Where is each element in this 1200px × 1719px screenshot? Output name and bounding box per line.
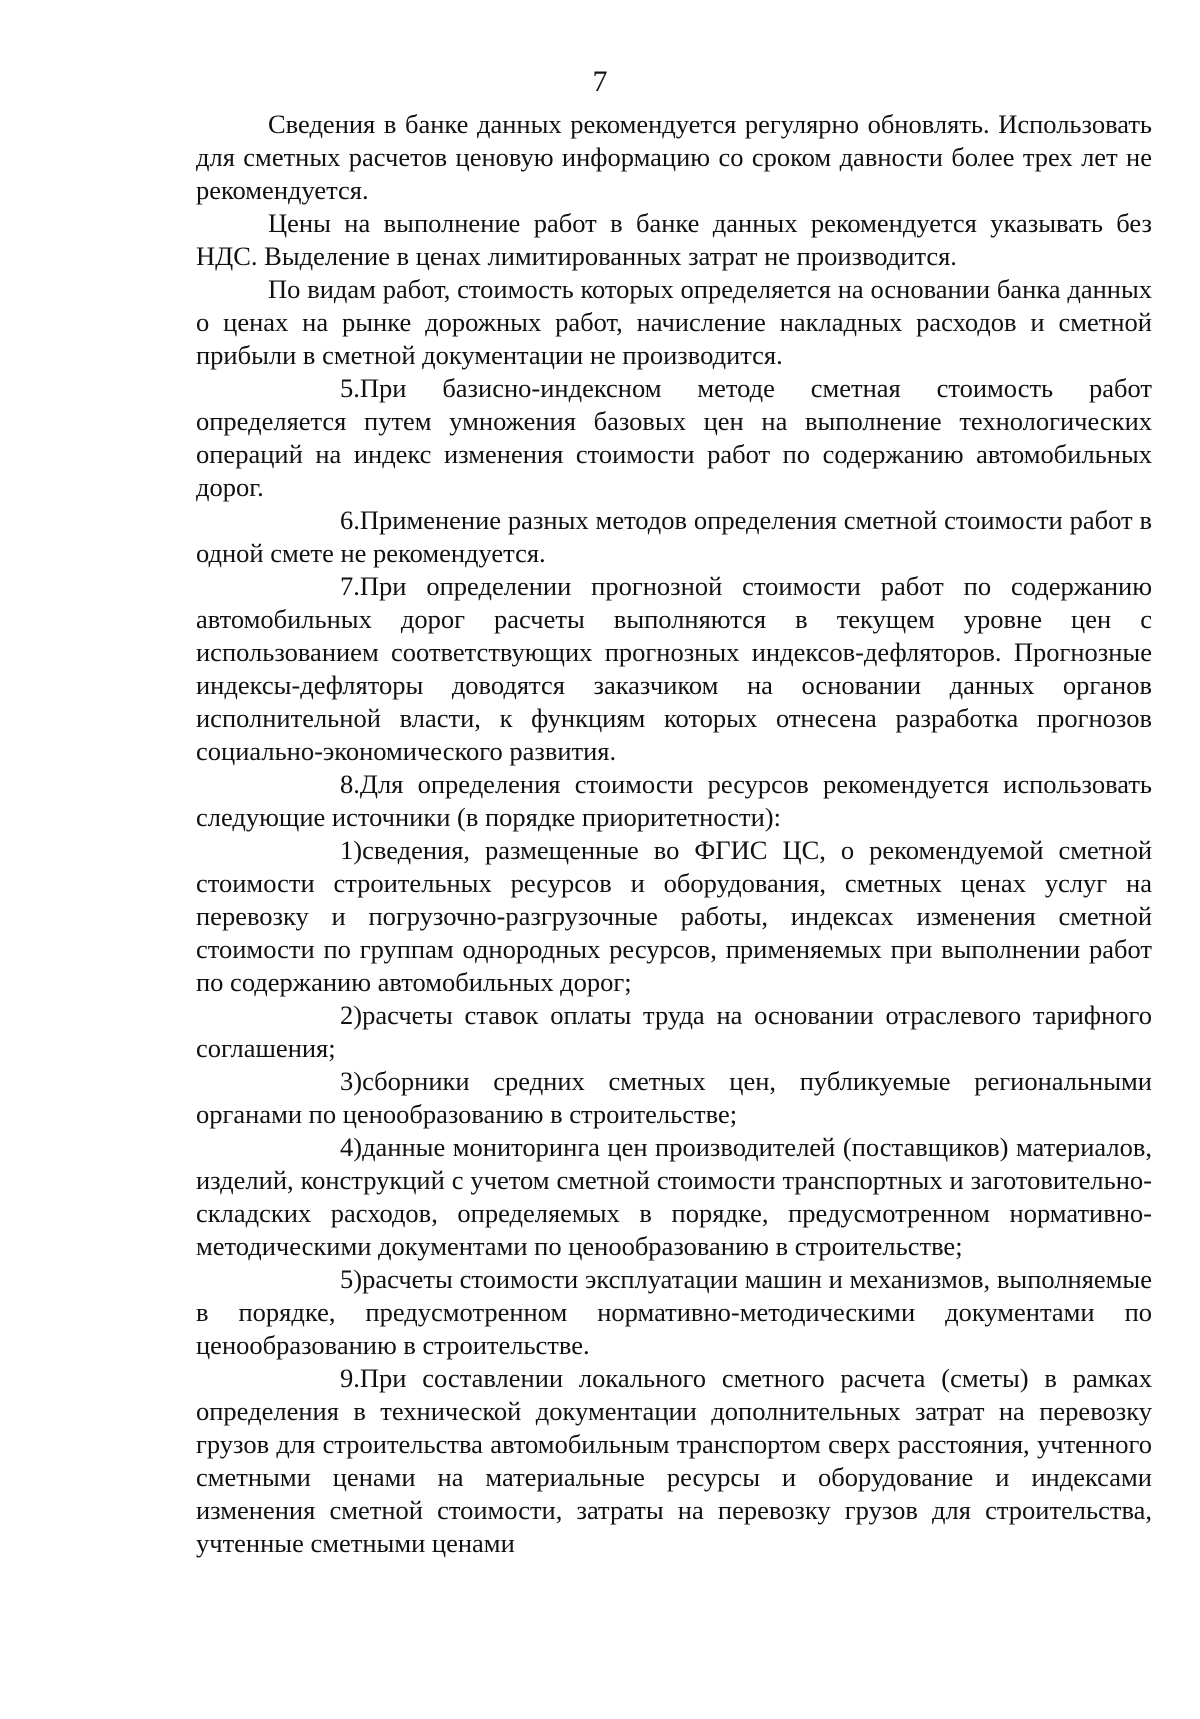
paragraph-prices-vat xyxy=(196,207,1152,273)
list-item-5 xyxy=(196,1263,1152,1362)
paragraph-item-9 xyxy=(196,1362,1152,1560)
paragraph-text: Сведения в банке данных рекомендуется регулярно обновлять. Использовать для сметных расчетов ценовую информацию со сроком давности более трех лет не рекомендуется. xyxy=(196,109,1152,205)
list-item-3 xyxy=(196,1065,1152,1131)
paragraph-text: Для определения стоимости ресурсов рекомендуется использовать следующие источники (в порядке приоритетности): xyxy=(196,769,1152,832)
item-number: 7. xyxy=(340,571,360,601)
paragraph-text: сведения, размещенные во ФГИС ЦС, о рекомендуемой сметной стоимости строительных ресурсов и оборудования, сметных ценах услуг на перевозку и погрузочно-разгрузочные работы, индексах изменения сметной стоимости по группам однородных ресурсов, применяемых при выполнении работ по содержанию автомобильных дорог; xyxy=(196,835,1152,997)
paragraph-text: При составлении локального сметного расчета (сметы) в рамках определения в технической документации дополнительных затрат на перевозку грузов для строительства автомобильным транспортом сверх расстояния, учтенного сметными ценами на материальные ресурсы и оборудование и индексами изменения сметной стоимости, затраты на перевозку грузов для строительства, учтенные сметными ценами xyxy=(196,1363,1152,1558)
item-number: 1) xyxy=(340,835,363,865)
item-number: 8. xyxy=(340,769,360,799)
item-number: 9. xyxy=(340,1363,360,1393)
item-number: 3) xyxy=(340,1066,363,1096)
paragraph-text: данные мониторинга цен производителей (поставщиков) материалов, изделий, конструкций с учетом сметной стоимости транспортных и заготовительно-складских расходов, определяемых в порядке, предусмотренном нормативно-методическими документами по ценообразованию в строительстве; xyxy=(196,1132,1152,1261)
list-item-4 xyxy=(196,1131,1152,1263)
paragraph-text: По видам работ, стоимость которых определяется на основании банка данных о ценах на рынке дорожных работ, начисление накладных расходов и сметной прибыли в сметной документации не производится. xyxy=(196,274,1152,370)
item-number: 4) xyxy=(340,1132,363,1162)
document-body xyxy=(196,108,1152,1560)
item-number: 2) xyxy=(340,1000,363,1030)
paragraph-item-7 xyxy=(196,570,1152,768)
list-item-1 xyxy=(196,834,1152,999)
list-item-2 xyxy=(196,999,1152,1065)
item-number: 6. xyxy=(340,505,360,535)
item-number: 5) xyxy=(340,1264,363,1294)
paragraph-text: расчеты ставок оплаты труда на основании отраслевого тарифного соглашения; xyxy=(196,1000,1152,1063)
paragraph-bank-update xyxy=(196,108,1152,207)
paragraph-text: Цены на выполнение работ в банке данных рекомендуется указывать без НДС. Выделение в ценах лимитированных затрат не производится. xyxy=(196,208,1152,271)
item-number: 5. xyxy=(340,373,360,403)
page-number: 7 xyxy=(592,65,608,98)
paragraph-text: При определении прогнозной стоимости работ по содержанию автомобильных дорог расчеты выполняются в текущем уровне цен с использованием соответствующих прогнозных индексов-дефляторов. Прогнозные индексы-дефляторы доводятся заказчиком на основании данных органов исполнительной власти, к функциям которых отнесена разработка прогнозов социально-экономического развития. xyxy=(196,571,1152,766)
paragraph-item-8 xyxy=(196,768,1152,834)
paragraph-text: Применение разных методов определения сметной стоимости работ в одной смете не рекомендуется. xyxy=(196,505,1152,568)
paragraph-text: сборники средних сметных цен, публикуемые региональными органами по ценообразованию в строительстве; xyxy=(196,1066,1152,1129)
paragraph-text: расчеты стоимости эксплуатации машин и механизмов, выполняемые в порядке, предусмотренном нормативно-методическими документами по ценообразованию в строительстве. xyxy=(196,1264,1152,1360)
paragraph-overhead xyxy=(196,273,1152,372)
paragraph-text: При базисно-индексном методе сметная стоимость работ определяется путем умножения базовых цен на выполнение технологических операций на индекс изменения стоимости работ по содержанию автомобильных дорог. xyxy=(196,373,1152,502)
paragraph-item-6 xyxy=(196,504,1152,570)
paragraph-item-5 xyxy=(196,372,1152,504)
